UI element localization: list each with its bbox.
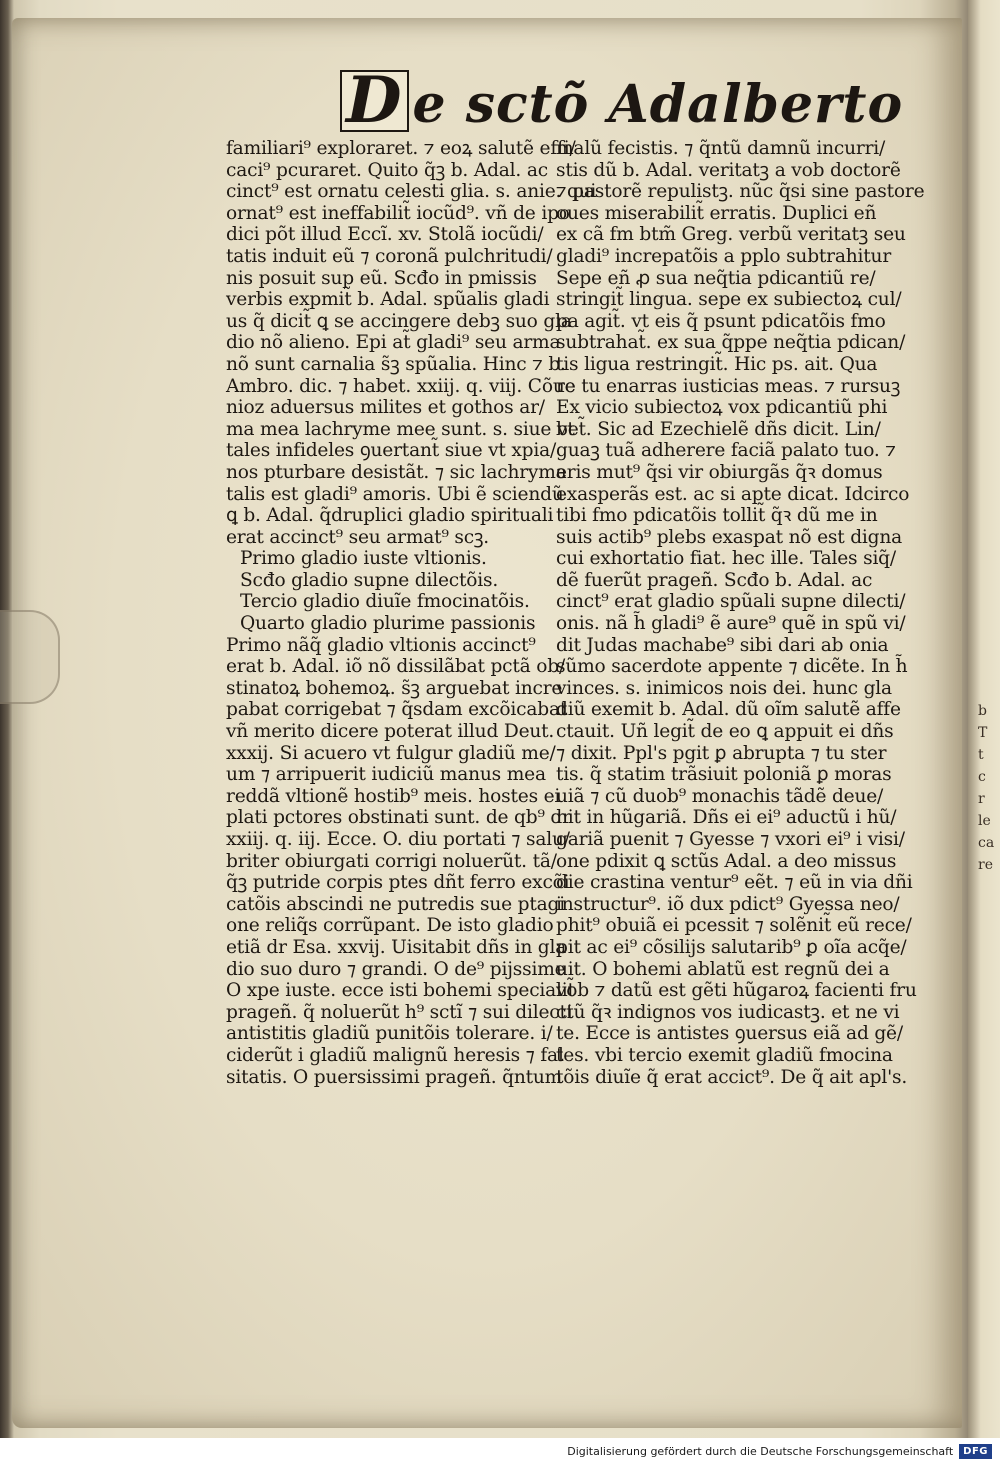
- right-column-line: nit in hũgariã. Dñs ei ei⁹ aductũ i hũ/: [556, 807, 897, 829]
- left-column-line: um ⁊ arripuerit iudiciũ manus mea: [226, 764, 546, 786]
- left-column-line: Scđo gladio supne dilectõis.: [240, 569, 499, 591]
- left-column-line: xxxij. Si acuero vt fulgur gladiũ me/: [226, 742, 556, 764]
- left-column-line: antistitis gladiũ punitõis tolerare. i/: [226, 1023, 553, 1045]
- right-column-line: one pdixit ꝗ sctũs Adal. a deo missus: [556, 850, 897, 872]
- text-column-left: [226, 138, 597, 1088]
- left-column-line: ꝗ b. Adal. q̃druplici gladio spirituali: [226, 505, 554, 527]
- left-column-line: talis est gladi⁹ amoris. Ubi ẽ sciendũ: [226, 483, 564, 505]
- page-heading: [340, 63, 904, 140]
- right-column-line: cinct⁹ erat gladio spũali supne dilecti/: [556, 591, 906, 613]
- left-column-line: stinatoꝝ bohemoꝝ. s̃ꝫ arguebat incre: [226, 677, 563, 699]
- right-column-line: malũ fecistis. ⁊ q̃ntũ damnũ incurri/: [556, 138, 886, 159]
- left-column-line: vñ merito dicere poterat illud Deut.: [226, 721, 555, 743]
- funding-note: Digitalisierung gefördert durch die Deutsche Forschungsgemeinschaft: [567, 1444, 954, 1458]
- left-column-line: ciderũt i gladiũ malignũ heresis ⁊ fal: [226, 1044, 564, 1066]
- right-column-line: tis ligua restringit̃. Hic ps. ait. Qua: [556, 353, 878, 375]
- left-column-line: Tercio gladio diuĩe fmocinatõis.: [240, 591, 530, 613]
- right-column-line: tõis diuĩe q̃ erat accict⁹. De q̃ ait apl's.: [556, 1066, 908, 1088]
- left-column-line: nõ sunt carnalia s̃ꝫ spũalia. Hinc ⁊ b.: [226, 353, 566, 375]
- left-column-line: briter obiurgati corrigi noluerũt. tã/: [226, 850, 557, 872]
- right-column-line: dit Judas machabe⁹ sibi dari ab onia: [556, 634, 889, 656]
- right-column-line: pa agit̃. vt eis q̃ psunt pdicatõis fmo: [556, 310, 886, 332]
- dfg-logo: DFG: [959, 1444, 992, 1459]
- text-column-right: [556, 138, 925, 1088]
- right-column-line: tibi fmo pdicatõis tollit̃ q̃ꝛ dũ me in: [556, 505, 878, 527]
- right-column-line: tis. q̃ statim trãsiuit poloniã ꝑ moras: [556, 764, 892, 786]
- right-column-line: instructur⁹. iõ dux pdict⁹ Gyessa neo/: [556, 893, 900, 915]
- left-column-line: Primo gladio iuste vltionis.: [240, 548, 487, 570]
- right-column-line: stringit̃ lingua. sepe ex subiectoꝝ cul/: [556, 289, 902, 311]
- left-column-line: etiã dr Esa. xxvij. Uisitabit dñs in gla: [226, 936, 567, 958]
- right-column-line: te. Ecce is antistes ꝯuersus eiã ad gẽ/: [556, 1023, 903, 1045]
- right-column-line: uiã ⁊ cũ duob⁹ monachis tãdẽ deue/: [556, 785, 884, 807]
- left-column-line: erat b. Adal. iõ nõ dissilãbat pctã ob/: [226, 656, 566, 678]
- left-column-line: nis posuit sup eũ. Scđo in pmissis: [226, 267, 537, 289]
- right-column-line: pit ac ei⁹ cõsilijs salutarib⁹ ꝑ oĩa acq̃e/: [556, 936, 907, 958]
- adjacent-page-fragment: t: [978, 747, 984, 763]
- right-column-line: gariã puenit ⁊ Gyesse ⁊ vxori ei⁹ i visi/: [556, 829, 905, 850]
- left-column-line: one reliq̃s corrũpant. De isto gladio: [226, 915, 554, 937]
- left-column-line: ornat⁹ est ineffabilit̃ iocũd⁹. vñ de ipo: [226, 202, 570, 224]
- left-column-line: tatis induit eũ ⁊ coronã pulchritudi/: [226, 245, 553, 267]
- left-column-line: prageñ. q̃ noluerũt h⁹ sctĩ ⁊ sui dilecti: [226, 1001, 573, 1023]
- right-column-line: sũmo sacerdote appente ⁊ dicẽte. In h̃: [556, 656, 908, 678]
- right-column-line: Ex vicio subiectoꝝ vox pdicantiũ phi: [556, 397, 888, 419]
- right-column-line: onis. nã h̃ gladi⁹ ẽ aure⁹ quẽ in spũ vi/: [556, 613, 906, 635]
- left-column-line: Primo nãq̃ gladio vltionis accinct⁹: [226, 634, 536, 656]
- left-column-line: Quarto gladio plurime passionis: [240, 613, 536, 635]
- right-column-line: diũ exemit b. Adal. dũ oĩm salutẽ affe: [556, 699, 901, 721]
- left-column-line: erat accinct⁹ seu armat⁹ scꝫ.: [226, 526, 489, 548]
- left-column-line: O xpe iuste. ecce isti bohemi specialit̃: [226, 980, 575, 1002]
- footer-bar: [0, 1438, 1000, 1464]
- left-column-line: plati pctores obstinati sunt. de qb⁹ dr: [226, 807, 571, 829]
- clasp-shadow: [0, 610, 60, 704]
- left-column-line: xxiij. q. iij. Ecce. O. diu portati ⁊ salu/: [226, 829, 570, 850]
- left-column-line: tales infideles ꝯuertant̃ siue vt xpia/: [226, 440, 557, 462]
- left-column-line: verbis expmit̃ b. Adal. spũalis gladi: [226, 289, 550, 311]
- left-column-line: reddã vltionẽ hostib⁹ meis. hostes ei: [226, 785, 561, 807]
- adjacent-page-fragment: le: [978, 813, 991, 829]
- left-column-line: dio suo duro ⁊ grandi. O de⁹ pijssime: [226, 958, 566, 980]
- left-column-line: familiari⁹ exploraret. ⁊ eoꝝ salutẽ effi/: [226, 138, 576, 159]
- left-column-line: nos pturbare desistãt. ⁊ sic lachryma: [226, 461, 567, 483]
- left-column-line: nioz aduersus milites et gothos ar/: [226, 397, 545, 419]
- heading-initial: D: [340, 70, 409, 132]
- left-column-line: ma mea lachryme mee sunt. s. siue vt: [226, 418, 575, 440]
- right-column-line: die crastina ventur⁹ eẽt. ⁊ eũ in via dñi: [556, 872, 913, 894]
- right-column-line: stis dũ b. Adal. veritatꝫ a vob doctorẽ: [556, 159, 901, 181]
- left-column-line: cinct⁹ est ornatu celesti glia. s. anie. qui: [226, 181, 597, 203]
- right-column-line: uit. O bohemi ablatũ est regnũ dei a: [556, 958, 890, 980]
- right-column-line: ⁊ pastorẽ repulistꝫ. nũc q̃si sine pastore: [556, 181, 925, 203]
- adjacent-page-fragments: [978, 700, 1000, 873]
- right-column-line: phit⁹ obuiã ei pcessit ⁊ solẽnit̃ eũ rece/: [556, 915, 912, 937]
- right-column-line: gladi⁹ increpatõis a pplo subtrahitur: [556, 245, 892, 267]
- adjacent-page-fragment: c: [978, 769, 986, 785]
- adjacent-page-fragment: T: [978, 725, 988, 741]
- left-column-line: q̃ꝫ putride corpis ptes dñt ferro excõi: [226, 872, 570, 894]
- right-column-line: vinces. s. inimicos nois dei. hunc gla: [556, 677, 892, 699]
- right-column-line: suis actib⁹ plebs exaspat nõ est digna: [556, 526, 903, 548]
- left-column-line: sitatis. O puersissimi prageñ. q̃ntum: [226, 1066, 563, 1088]
- right-column-line: subtrahat̃. ex sua q̃ppe neq̃tia pdican/: [556, 332, 906, 354]
- left-column-line: caci⁹ pcuraret. Quito q̃ꝫ b. Adal. ac: [226, 159, 548, 181]
- right-column-line: ctauit. Uñ legit̃ de eo ꝗ appuit ei dñs: [556, 721, 894, 743]
- adjacent-page-fragment: r: [978, 791, 985, 807]
- right-column-line: exasperãs est. ac si apte dicat. Idcirco: [556, 483, 910, 505]
- left-column-line: catõis abscindi ne putredis sue ptagi: [226, 893, 565, 915]
- heading-rest: e sctõ Adalberto: [412, 74, 904, 135]
- right-column-line: bet̃. Sic ad Ezechielẽ dñs dicit. Lin/: [556, 418, 881, 440]
- right-column-line: eris mut⁹ q̃si vir obiurgãs q̃ꝛ domus: [556, 461, 883, 483]
- adjacent-page-fragment: ca: [978, 835, 995, 851]
- right-column-line: oues miserabilit̃ erratis. Duplici eñ: [556, 202, 877, 224]
- right-column-line: guaꝫ tuã adherere faciã palato tuo. ⁊: [556, 440, 896, 462]
- right-column-line: ⁊ dixit. Ppl's pgit ꝑ abrupta ⁊ tu ster: [556, 742, 887, 764]
- right-column-line: Sepe eñ ꝓ sua neq̃tia pdicantiũ re/: [556, 267, 876, 289]
- right-column-line: tes. vbi tercio exemit gladiũ fmocina: [556, 1044, 893, 1066]
- right-column-line: re tu enarras iusticias meas. ⁊ rursuꝫ: [556, 375, 901, 397]
- right-column-line: vob ⁊ datũ est gẽti hũgaroꝝ facienti fru: [556, 980, 917, 1002]
- right-column-line: cui exhortatio fiat. hec ille. Tales siq̃/: [556, 548, 896, 570]
- left-column-line: dio nõ alieno. Epi at̃ gladi⁹ seu arma: [226, 332, 561, 354]
- left-column-line: dici põt illud Eccĩ. xv. Stolã iocũdi/: [226, 224, 544, 246]
- left-column-line: us q̃ dicit̃ ꝗ se accingere debꝫ suo gla: [226, 310, 572, 332]
- left-column-line: pabat corrigebat ⁊ q̃sdam excõicabat: [226, 699, 568, 721]
- right-column-line: dẽ fuerũt prageñ. Scđo b. Adal. ac: [556, 569, 873, 591]
- adjacent-page-fragment: b: [978, 703, 987, 719]
- adjacent-page-fragment: re: [978, 857, 993, 873]
- right-column-line: ctũ q̃ꝛ indignos vos iudicastꝫ. et ne vi: [556, 1001, 900, 1023]
- left-column-line: Ambro. dic. ⁊ habet. xxiij. q. viij. Cõue: [226, 375, 576, 397]
- right-column-line: ex cã fm btm̃ Greg. verbũ veritatꝫ seu: [556, 224, 906, 246]
